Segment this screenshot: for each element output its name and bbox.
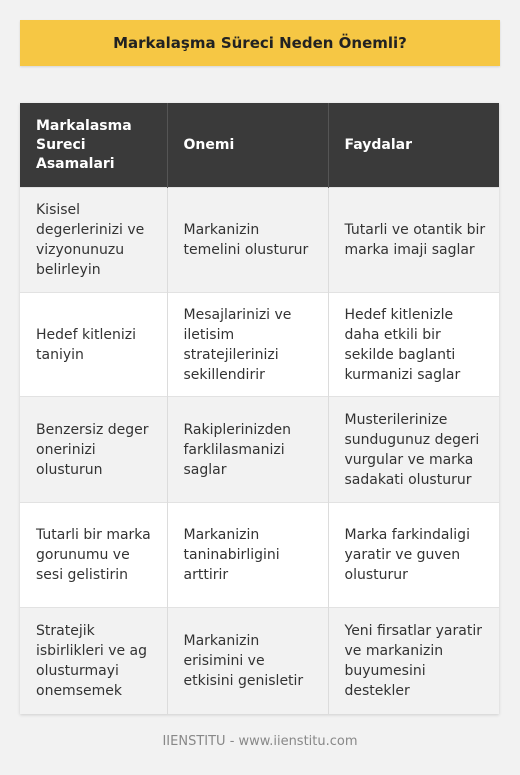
table-cell-importance: Markanizin erisimini ve etkisini genisletir <box>167 608 328 715</box>
table-cell-stage: Hedef kitlenizi taniyin <box>20 293 167 397</box>
table-cell-stage: Kisisel degerlerinizi ve vizyonunuzu belirleyin <box>20 188 167 293</box>
branding-table <box>20 103 499 714</box>
page-title: Markalaşma Süreci Neden Önemli? <box>113 34 407 52</box>
table-cell-benefit: Tutarli ve otantik bir marka imaji saglar <box>328 188 499 293</box>
table-row <box>20 188 499 293</box>
table-row <box>20 503 499 608</box>
table-cell-importance: Rakiplerinizden farklilasmanizi saglar <box>167 397 328 503</box>
header-benefits: Faydalar <box>328 103 499 188</box>
table-cell-importance: Markanizin taninabirligini arttirir <box>167 503 328 608</box>
table-cell-benefit: Hedef kitlenizle daha etkili bir sekilde baglanti kurmanizi saglar <box>328 293 499 397</box>
table-row <box>20 397 499 503</box>
table-header-row <box>20 103 499 188</box>
table-cell-benefit: Musterilerinize sundugunuz degeri vurgular ve marka sadakati olusturur <box>328 397 499 503</box>
footer-credit: IIENSTITU - www.iienstitu.com <box>162 734 358 749</box>
table-cell-importance: Markanizin temelini olusturur <box>167 188 328 293</box>
table-cell-benefit: Yeni firsatlar yaratir ve markanizin buyumesini destekler <box>328 608 499 715</box>
table-cell-importance: Mesajlarinizi ve iletisim stratejilerinizi sekillendirir <box>167 293 328 397</box>
title-banner <box>20 20 500 66</box>
header-importance: Onemi <box>167 103 328 188</box>
table-cell-stage: Stratejik isbirlikleri ve ag olusturmayi onemsemek <box>20 608 167 715</box>
header-stages: Markalasma Sureci Asamalari <box>20 103 167 188</box>
table-cell-stage: Tutarli bir marka gorunumu ve sesi gelistirin <box>20 503 167 608</box>
table-cell-stage: Benzersiz deger onerinizi olusturun <box>20 397 167 503</box>
table-row <box>20 293 499 397</box>
table-cell-benefit: Marka farkindaligi yaratir ve guven olusturur <box>328 503 499 608</box>
table-row <box>20 608 499 715</box>
branding-table-container <box>20 103 499 714</box>
